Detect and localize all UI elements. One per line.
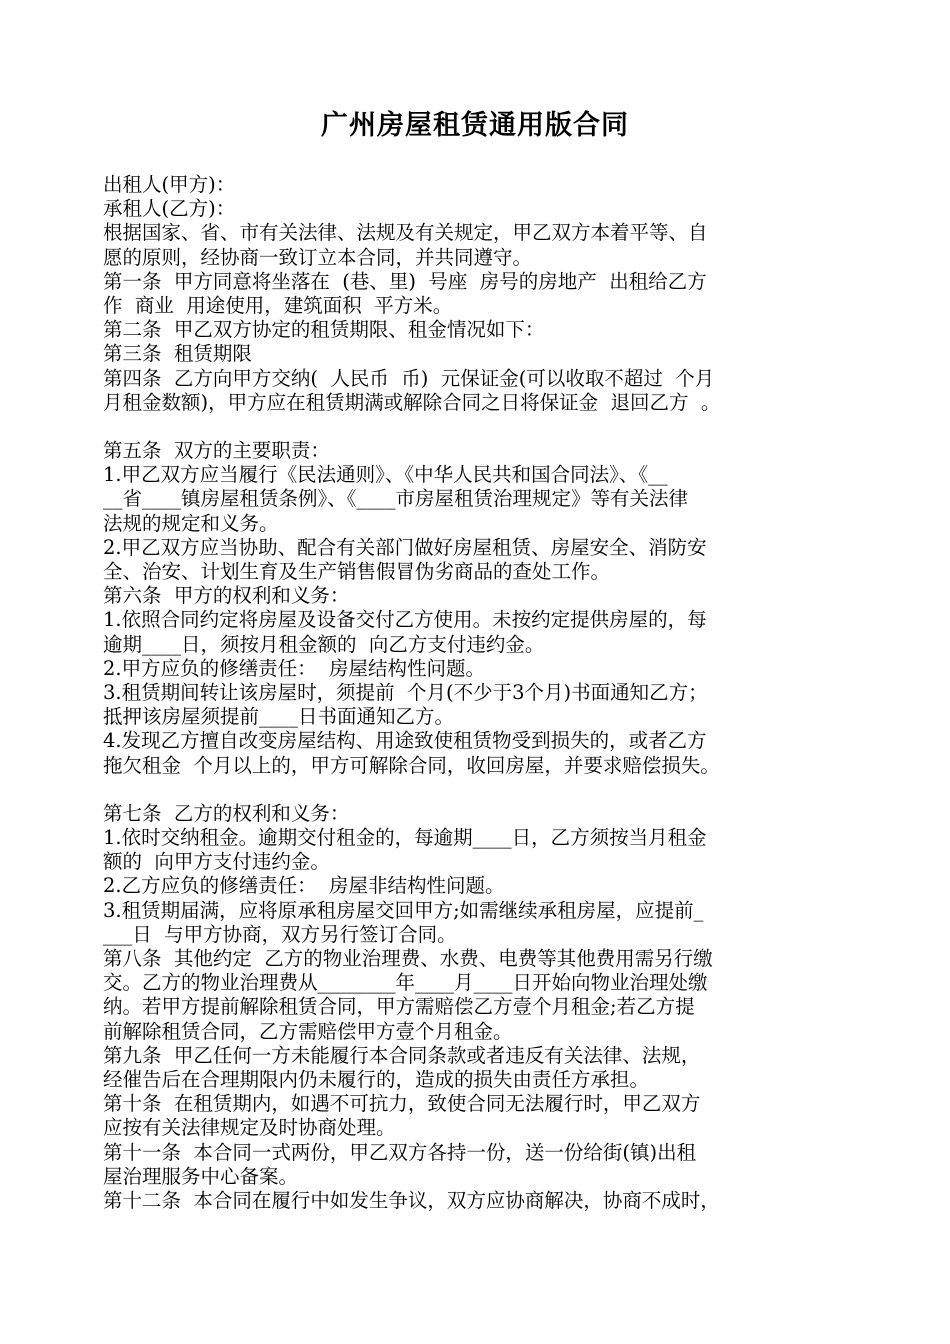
text-line: 应按有关法律规定及时协商处理。 xyxy=(103,1116,396,1140)
text-line: 第一条 甲方同意将坐落在 (巷、里) 号座 房号的房地产 出租给乙方 xyxy=(103,269,707,293)
text-line: 法规的规定和义务。 xyxy=(103,511,279,535)
text-line: 2.甲方应负的修缮责任： 房屋结构性问题。 xyxy=(103,656,486,680)
text-line: 第六条 甲方的权利和义务： xyxy=(103,584,350,608)
text-line: 愿的原则，经协商一致订立本合同，并共同遵守。 xyxy=(103,245,533,269)
text-line: 作 商业 用途使用，建筑面积 平方米。 xyxy=(103,293,453,317)
text-line: 第五条 双方的主要职责： xyxy=(103,439,330,463)
text-line: 第四条 乙方向甲方交纳( 人民币 币) 元保证金(可以收取不超过 个月 xyxy=(103,366,715,390)
text-line: 1.依时交纳租金。逾期交付租金的，每逾期____日，乙方须按当月租金 xyxy=(103,826,707,850)
text-line: 额的 向甲方支付违约金。 xyxy=(103,850,330,874)
text-line: 2.甲乙双方应当协助、配合有关部门做好房屋租赁、房屋安全、消防安 xyxy=(103,535,707,559)
text-line: 2.乙方应负的修缮责任： 房屋非结构性问题。 xyxy=(103,874,505,898)
text-line: 3.租赁期间转让该房屋时，须提前 个月(不少于3个月)书面通知乙方； xyxy=(103,680,708,704)
text-line: 第八条 其他约定 乙方的物业治理费、水费、电费等其他费用需另行缴 xyxy=(103,947,713,970)
text-line: 3.租赁期届满，应将原承租房屋交回甲方;如需继续承租房屋，应提前_ xyxy=(103,898,704,922)
text-line: 承租人(乙方)： xyxy=(103,197,236,221)
text-line: 4.发现乙方擅自改变房屋结构、用途致使租赁物受到损失的，或者乙方 xyxy=(103,729,707,753)
text-line: 第十一条 本合同一式两份，甲乙双方各持一份，送一份给街(镇)出租 xyxy=(103,1140,697,1164)
text-line: 1.甲乙双方应当履行《民法通则》、《中华人民共和国合同法》、《__ xyxy=(103,463,668,487)
text-line: 逾期____日，须按月租金额的 向乙方支付违约金。 xyxy=(103,632,545,656)
text-line: 交。乙方的物业治理费从________年____月____日开始向物业治理处缴 xyxy=(103,971,708,995)
text-line: ___日 与甲方协商，双方另行签订合同。 xyxy=(103,922,457,946)
text-line: 第二条 甲乙双方协定的租赁期限、租金情况如下： xyxy=(103,318,545,342)
text-line: 屋治理服务中心备案。 xyxy=(103,1164,299,1188)
text-line: 拖欠租金 个月以上的，甲方可解除合同，收回房屋，并要求赔偿损失。 xyxy=(103,753,720,777)
text-line: 第十二条 本合同在履行中如发生争议，双方应协商解决，协商不成时， xyxy=(103,1188,720,1212)
text-line: 第三条 租赁期限 xyxy=(103,342,252,366)
text-line: 第九条 甲乙任何一方未能履行本合同条款或者违反有关法律、法规， xyxy=(103,1043,701,1067)
text-line: 出租人(甲方)： xyxy=(103,173,236,196)
text-line: 月租金数额)，甲方应在租赁期满或解除合同之日将保证金 退回乙方 。 xyxy=(103,390,721,414)
blank-line xyxy=(103,778,863,802)
text-line: 根据国家、省、市有关法律、法规及有关规定，甲乙双方本着平等、自 xyxy=(103,221,708,245)
text-line: 第十条 在租赁期内，如遇不可抗力，致使合同无法履行时，甲乙双方 xyxy=(103,1092,701,1116)
document-title: 广州房屋租赁通用版合同 xyxy=(321,110,629,141)
document-body xyxy=(103,173,863,1213)
text-line: 抵押该房屋须提前____日书面通知乙方。 xyxy=(103,705,455,729)
text-line: 第七条 乙方的权利和义务： xyxy=(103,801,350,825)
text-line: 全、治安、计划生育及生产销售假冒伪劣商品的查处工作。 xyxy=(103,560,611,583)
blank-line xyxy=(103,415,863,439)
text-line: 纳。若甲方提前解除租赁合同，甲方需赔偿乙方壹个月租金;若乙方提 xyxy=(103,995,695,1019)
text-line: 1.依照合同约定将房屋及设备交付乙方使用。未按约定提供房屋的，每 xyxy=(103,608,707,632)
text-line: 前解除租赁合同，乙方需赔偿甲方壹个月租金。 xyxy=(103,1019,513,1043)
text-line: 经催告后在合理期限内仍未履行的，造成的损失由责任方承担。 xyxy=(103,1067,650,1091)
text-line: __省____镇房屋租赁条例》、《____市房屋租赁治理规定》等有关法律 xyxy=(103,487,689,511)
